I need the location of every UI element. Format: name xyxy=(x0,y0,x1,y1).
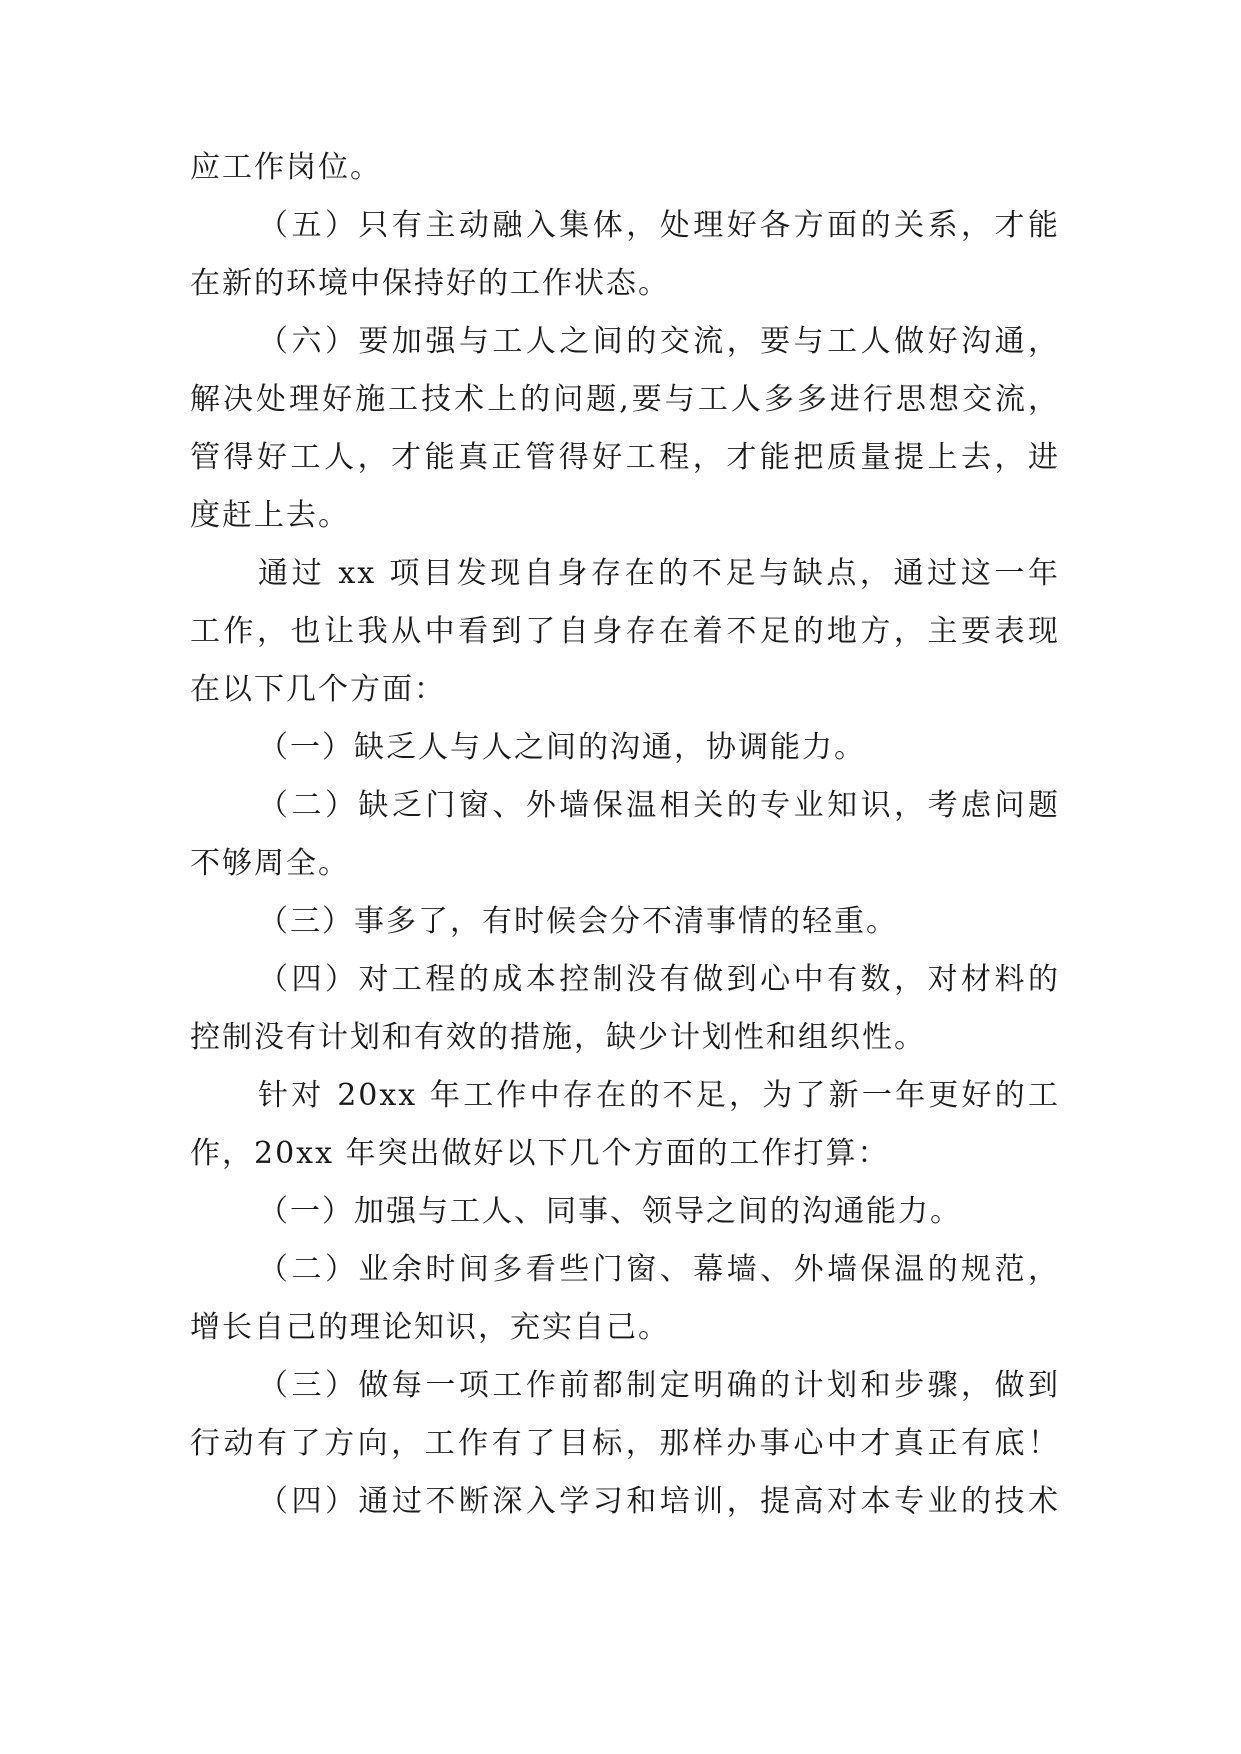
text-line: 针对 20xx 年工作中存在的不足，为了新一年更好的工 xyxy=(258,1078,1060,1113)
text-line: （四）通过不断深入学习和培训，提高对本专业的技术 xyxy=(258,1484,1060,1519)
text-line: （六）要加强与工人之间的交流，要与工人做好沟通， xyxy=(258,324,1060,359)
text-line: 应工作岗位。 xyxy=(190,150,382,185)
text-line: 作，20xx 年突出做好以下几个方面的工作打算： xyxy=(190,1136,890,1171)
text-line: （四）对工程的成本控制没有做到心中有数，对材料的 xyxy=(258,962,1060,997)
text-line: 通过 xx 项目发现自身存在的不足与缺点，通过这一年 xyxy=(258,556,1060,591)
text-line: （二）业余时间多看些门窗、幕墙、外墙保温的规范， xyxy=(258,1252,1060,1287)
text-line: 增长自己的理论知识，充实自己。 xyxy=(190,1310,670,1345)
text-line: 在以下几个方面： xyxy=(190,672,446,707)
text-line: （五）只有主动融入集体，处理好各方面的关系，才能 xyxy=(258,208,1060,243)
text-line: 控制没有计划和有效的措施，缺少计划性和组织性。 xyxy=(190,1020,926,1055)
text-line: 工作，也让我从中看到了自身存在着不足的地方，主要表现 xyxy=(190,614,1060,649)
text-line: （一）加强与工人、同事、领导之间的沟通能力。 xyxy=(258,1194,962,1229)
text-line: 度赶上去。 xyxy=(190,498,350,533)
text-line: 在新的环境中保持好的工作状态。 xyxy=(190,266,670,301)
text-line: 解决处理好施工技术上的问题,要与工人多多进行思想交流， xyxy=(190,382,1060,417)
text-line: （二）缺乏门窗、外墙保温相关的专业知识，考虑问题 xyxy=(258,788,1060,823)
text-line: （三）做每一项工作前都制定明确的计划和步骤，做到 xyxy=(258,1368,1060,1403)
text-line: 不够周全。 xyxy=(190,846,350,881)
text-line: （一）缺乏人与人之间的沟通，协调能力。 xyxy=(258,730,866,765)
text-line: 行动有了方向，工作有了目标，那样办事心中才真正有底！ xyxy=(190,1426,1060,1461)
text-line: （三）事多了，有时候会分不清事情的轻重。 xyxy=(258,904,898,939)
text-line: 管得好工人，才能真正管得好工程，才能把质量提上去，进 xyxy=(190,440,1060,475)
